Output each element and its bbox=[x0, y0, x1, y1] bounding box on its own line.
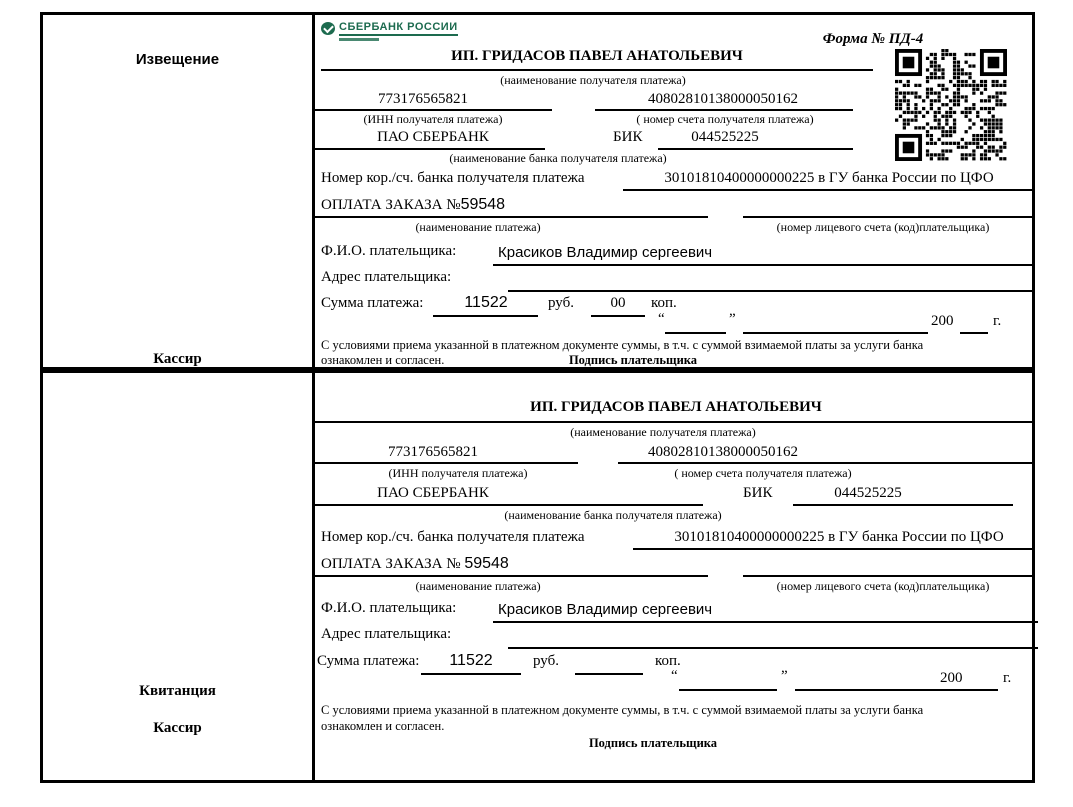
payment-caption: (наименование платежа) bbox=[415, 579, 541, 593]
payment-purpose bbox=[321, 555, 509, 573]
payment-caption: (наименование платежа) bbox=[415, 220, 541, 234]
field-underline bbox=[315, 109, 552, 111]
signature-label: Подпись плательщика bbox=[568, 353, 698, 367]
notice-label: Извещение bbox=[135, 51, 220, 68]
payment-purpose-prefix: ОПЛАТА ЗАКАЗА № bbox=[321, 197, 461, 213]
inn-caption: (ИНН получателя платежа) bbox=[388, 466, 528, 480]
order-number: 59548 bbox=[464, 555, 509, 572]
agreement-line2: ознакомлен и согласен. bbox=[321, 719, 445, 733]
bik-label: БИК bbox=[613, 129, 643, 145]
inn-caption: (ИНН получателя платежа) bbox=[363, 112, 503, 126]
order-number: 59548 bbox=[460, 196, 506, 213]
field-underline bbox=[575, 673, 643, 675]
date-day-underline bbox=[679, 689, 777, 691]
field-underline bbox=[658, 148, 853, 150]
date-month-underline bbox=[743, 332, 928, 334]
account-caption: ( номер счета получателя платежа) bbox=[674, 466, 852, 480]
section-receipt bbox=[40, 370, 1035, 783]
field-underline bbox=[433, 315, 538, 317]
amount-rub-value: 11522 bbox=[464, 294, 508, 311]
recipient-name: ИП. ГРИДАСОВ ПАВЕЛ АНАТОЛЬЕВИЧ bbox=[530, 399, 822, 415]
recipient-name: ИП. ГРИДАСОВ ПАВЕЛ АНАТОЛЬЕВИЧ bbox=[451, 48, 743, 64]
form-number: Форма № ПД-4 bbox=[822, 31, 924, 47]
sberbank-logo-text: СБЕРБАНК РОССИИ bbox=[339, 21, 458, 36]
agreement-line1: С условиями приема указанной в платежном документе суммы, в т.ч. с суммой взимаемой платы за услуги банка bbox=[321, 338, 924, 352]
personal-account-caption: (номер лицевого счета (код)плательщика) bbox=[776, 579, 990, 593]
payment-purpose-prefix: ОПЛАТА ЗАКАЗА № bbox=[321, 556, 461, 572]
bank-name: ПАО СБЕРБАНК bbox=[377, 485, 489, 501]
field-underline bbox=[315, 462, 578, 464]
field-underline bbox=[315, 421, 1032, 423]
field-underline bbox=[633, 548, 1032, 550]
recipient-caption: (наименование получателя платежа) bbox=[570, 425, 756, 439]
signature-label: Подпись плательщика bbox=[588, 736, 718, 750]
date-quote-open: “ bbox=[671, 668, 678, 684]
bank-name: ПАО СБЕРБАНК bbox=[377, 129, 489, 145]
receipt-label: Квитанция bbox=[139, 683, 216, 699]
field-underline bbox=[315, 216, 708, 218]
field-underline bbox=[315, 148, 545, 150]
personal-account-caption: (номер лицевого счета (код)плательщика) bbox=[776, 220, 990, 234]
field-underline bbox=[595, 109, 853, 111]
payment-purpose bbox=[321, 196, 505, 214]
corr-account-label: Номер кор./сч. банка получателя платежа bbox=[321, 170, 585, 186]
bank-caption: (наименование банка получателя платежа) bbox=[504, 508, 722, 522]
payer-name-value: Красиков Владимир сергеевич bbox=[498, 601, 713, 618]
qr-code bbox=[895, 49, 1007, 163]
bik-label: БИК bbox=[743, 485, 773, 501]
kop-label: коп. bbox=[651, 295, 677, 311]
year-underline bbox=[970, 689, 998, 691]
payer-address-label: Адрес плательщика: bbox=[321, 269, 452, 285]
inn-value: 773176565821 bbox=[378, 91, 468, 107]
field-underline bbox=[315, 575, 708, 577]
rub-label: руб. bbox=[533, 653, 559, 669]
date-quote-close: ” bbox=[729, 311, 736, 327]
bank-caption: (наименование банка получателя платежа) bbox=[449, 151, 667, 165]
rub-label: руб. bbox=[548, 295, 574, 311]
field-underline bbox=[743, 216, 1032, 218]
payer-name-value: Красиков Владимир сергеевич bbox=[498, 244, 713, 261]
year-prefix: 200 bbox=[940, 670, 963, 686]
field-underline bbox=[493, 264, 1032, 266]
field-underline bbox=[623, 189, 1032, 191]
date-quote-open: “ bbox=[658, 311, 665, 327]
field-underline bbox=[508, 647, 1038, 649]
cashier-label: Кассир bbox=[153, 351, 202, 367]
field-underline bbox=[421, 673, 521, 675]
amount-kop-value: 00 bbox=[610, 295, 626, 311]
field-underline bbox=[321, 69, 873, 71]
payer-name-label: Ф.И.О. плательщика: bbox=[321, 243, 457, 259]
agreement-line2: ознакомлен и согласен. bbox=[321, 353, 445, 367]
corr-account-value: 30101810400000000225 в ГУ банка России по ЦФО bbox=[664, 170, 994, 186]
field-underline bbox=[315, 504, 703, 506]
field-underline bbox=[743, 575, 1032, 577]
field-underline bbox=[618, 462, 1032, 464]
payer-address-label: Адрес плательщика: bbox=[321, 626, 452, 642]
agreement-line1: С условиями приема указанной в платежном документе суммы, в т.ч. с суммой взимаемой платы за услуги банка bbox=[321, 703, 924, 717]
account-value: 40802810138000050162 bbox=[648, 444, 798, 460]
section-notice bbox=[40, 12, 1035, 370]
recipient-caption: (наименование получателя платежа) bbox=[500, 73, 686, 87]
field-underline bbox=[508, 290, 1032, 292]
bik-value: 044525225 bbox=[834, 485, 902, 501]
amount-rub-value: 11522 bbox=[449, 652, 493, 669]
field-underline bbox=[591, 315, 645, 317]
payer-name-label: Ф.И.О. плательщика: bbox=[321, 600, 457, 616]
date-quote-close: ” bbox=[781, 668, 788, 684]
field-underline bbox=[493, 621, 1038, 623]
date-month-underline bbox=[795, 689, 980, 691]
account-caption: ( номер счета получателя платежа) bbox=[636, 112, 814, 126]
account-value: 40802810138000050162 bbox=[648, 91, 798, 107]
year-prefix: 200 bbox=[931, 313, 954, 329]
inn-value: 773176565821 bbox=[388, 444, 478, 460]
sberbank-logo-tagline bbox=[339, 38, 379, 41]
cashier-label: Кассир bbox=[153, 720, 202, 736]
kop-label: коп. bbox=[655, 653, 681, 669]
date-day-underline bbox=[665, 332, 726, 334]
year-underline bbox=[960, 332, 988, 334]
column-divider bbox=[312, 15, 315, 367]
year-suffix: г. bbox=[1003, 670, 1012, 686]
sberbank-logo bbox=[321, 21, 458, 36]
amount-label: Сумма платежа: bbox=[321, 295, 424, 311]
sberbank-logo-icon bbox=[321, 22, 335, 35]
bik-value: 044525225 bbox=[691, 129, 759, 145]
year-suffix: г. bbox=[993, 313, 1002, 329]
corr-account-value: 30101810400000000225 в ГУ банка России по ЦФО bbox=[674, 529, 1004, 545]
corr-account-label: Номер кор./сч. банка получателя платежа bbox=[321, 529, 585, 545]
field-underline bbox=[793, 504, 1013, 506]
amount-label: Сумма платежа: bbox=[317, 653, 420, 669]
